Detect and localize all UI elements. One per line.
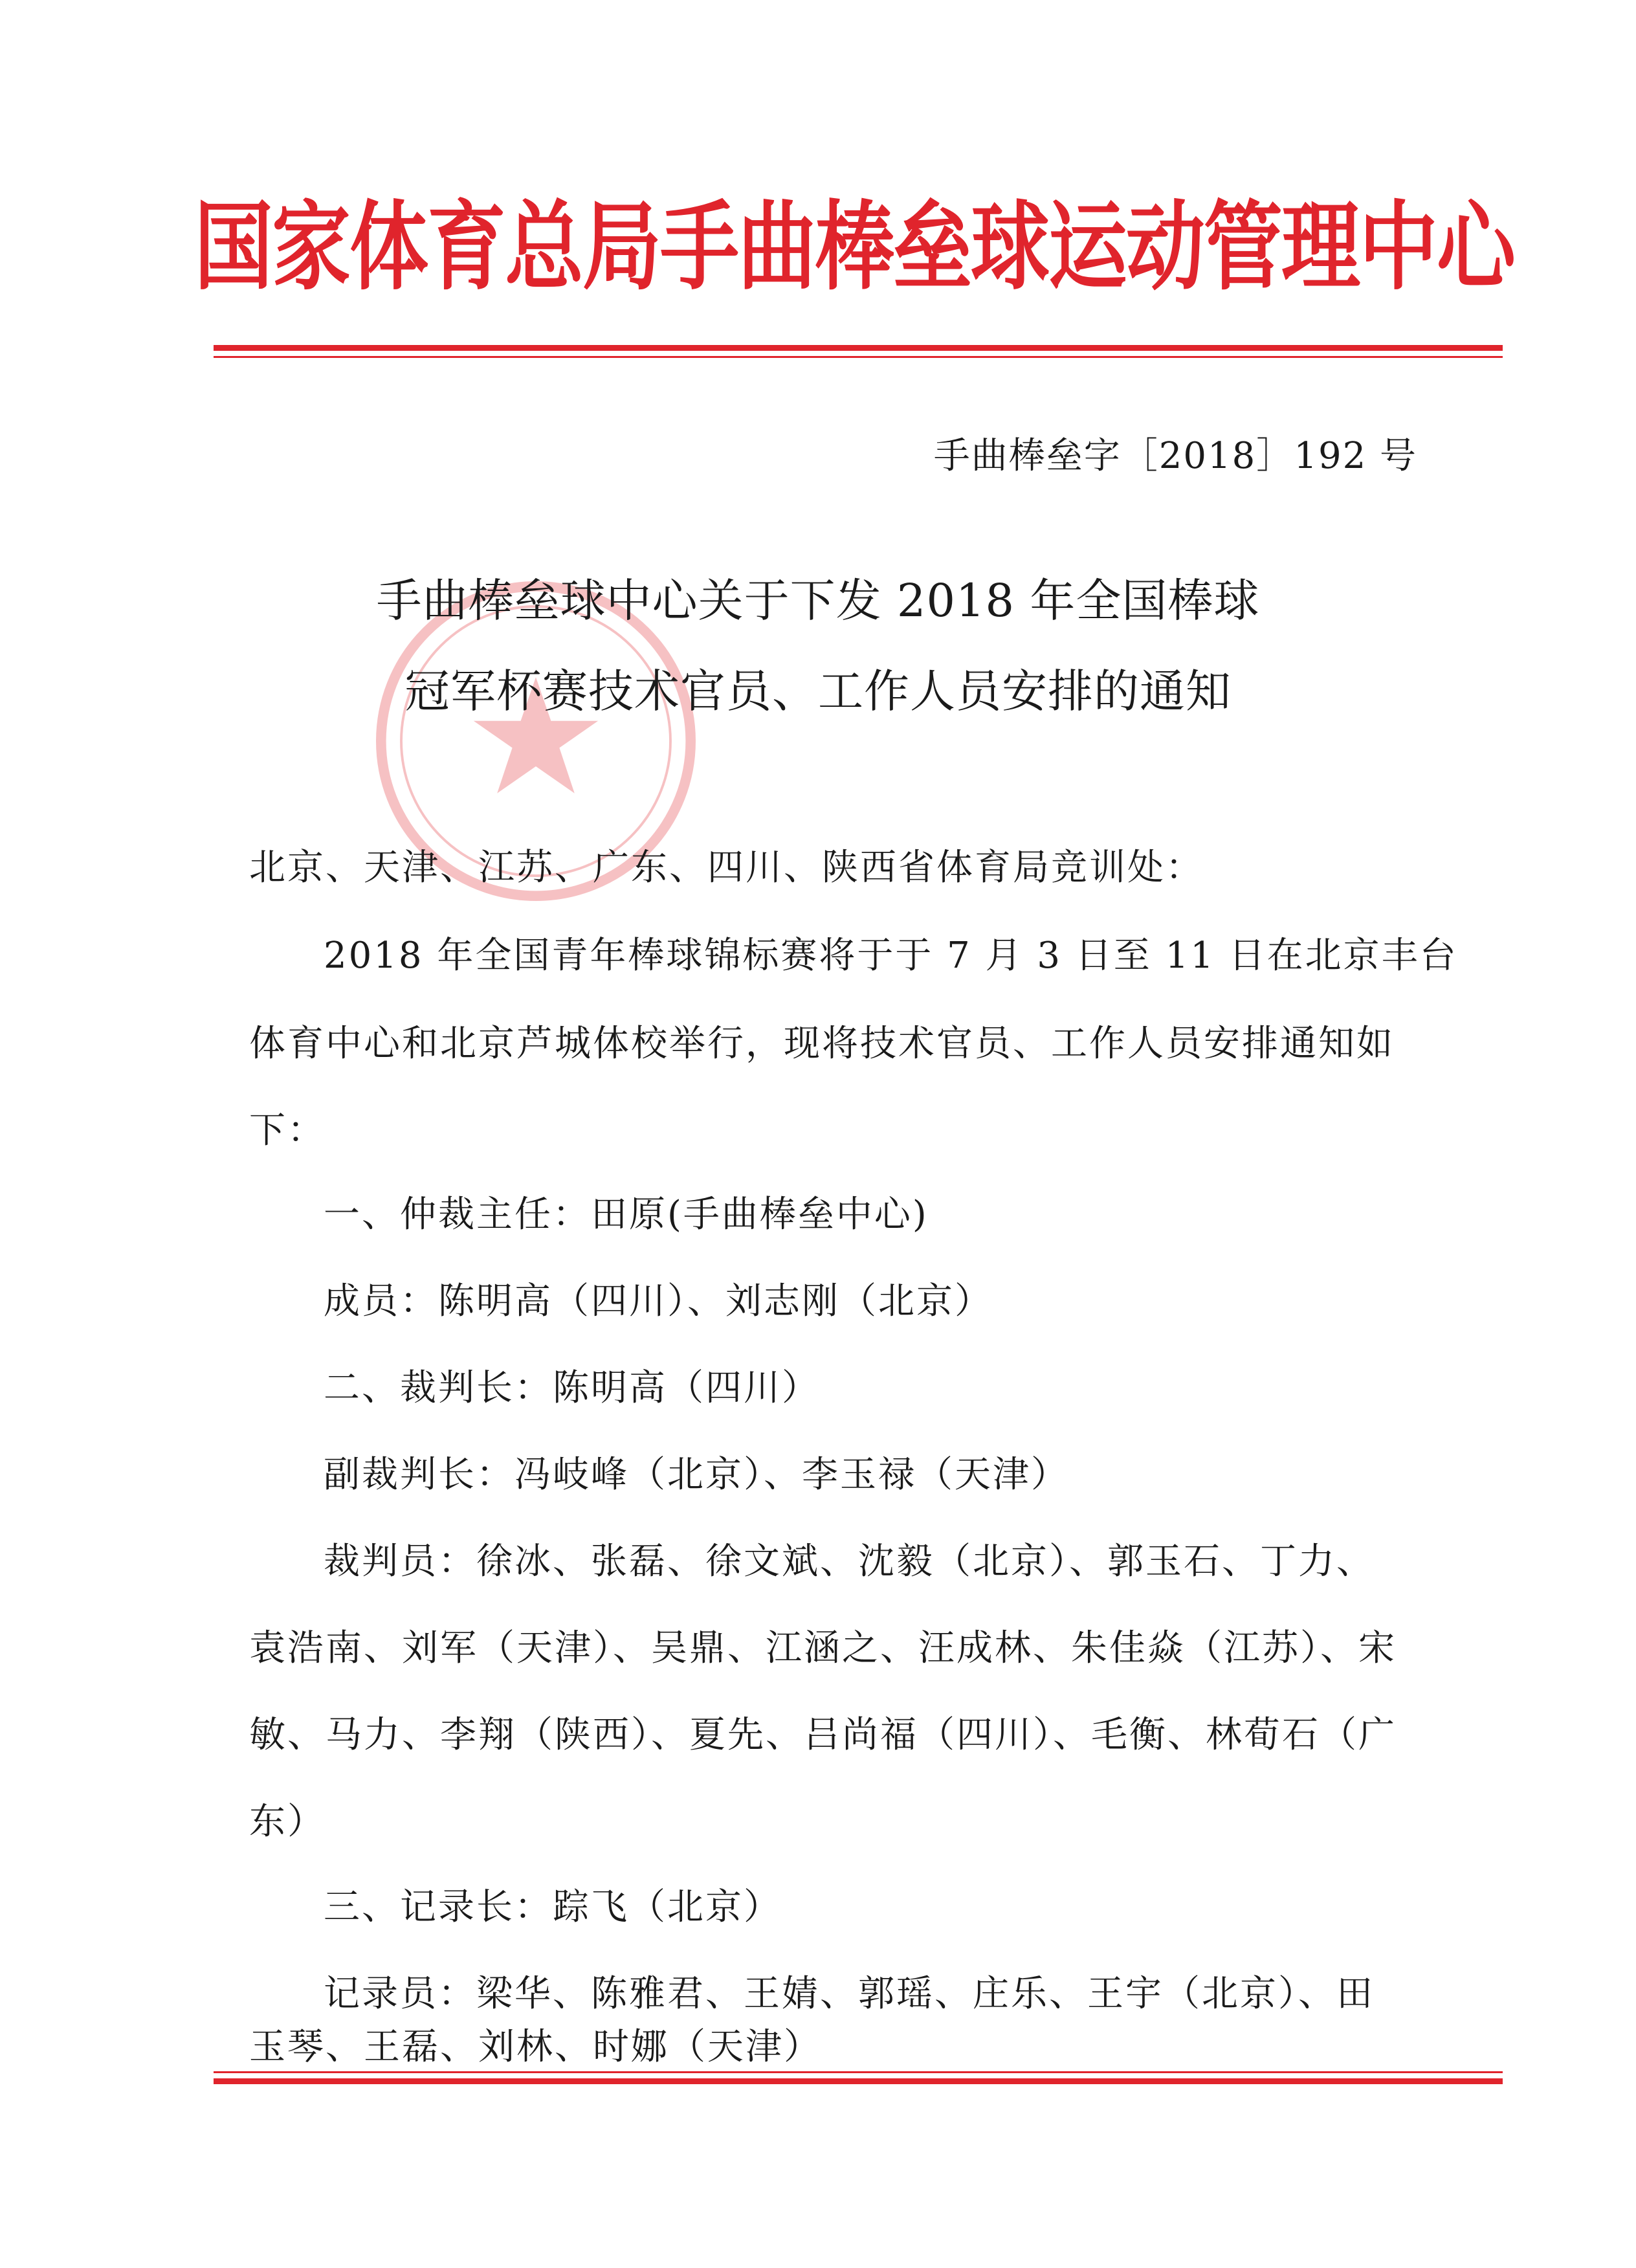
footer-rule-thick: [214, 2078, 1503, 2084]
document-number: 手曲棒垒字［2018］192 号: [933, 435, 1417, 477]
header-rule-thin: [214, 356, 1503, 358]
notice-title-line-1: 手曲棒垒球中心关于下发 2018 年全国棒球: [376, 574, 1260, 627]
referees-line-4: 东）: [249, 1801, 326, 1843]
referees-line-1: 裁判员：徐冰、张磊、徐文斌、沈毅（北京）、郭玉石、丁力、: [324, 1540, 1375, 1583]
header-double-rule: [214, 345, 1503, 358]
referees-line-2: 袁浩南、刘军（天津）、吴鼎、江涵之、汪成林、朱佳焱（江苏）、宋: [249, 1627, 1397, 1669]
intro-line-2: 体育中心和北京芦城体校举行，现将技术官员、工作人员安排通知如: [249, 1023, 1395, 1065]
notice-title-line-2: 冠军杯赛技术官员、工作人员安排的通知: [404, 665, 1232, 718]
recorders-line-2: 玉琴、王磊、刘林、时娜（天津）: [249, 2026, 822, 2068]
arbitration-director: 一、仲裁主任：田原(手曲棒垒中心): [324, 1194, 929, 1236]
chief-referee: 二、裁判长：陈明高（四川）: [324, 1367, 820, 1409]
chief-recorder: 三、记录长：踪飞（北京）: [324, 1886, 782, 1928]
footer-rule-thin: [214, 2071, 1503, 2073]
recipients-line: 北京、天津、江苏、广东、四川、陕西省体育局竞训处：: [249, 847, 1204, 889]
recorders-line-1: 记录员：梁华、陈雅君、王婧、郭瑶、庄乐、王宇（北京）、田: [324, 1973, 1375, 2015]
intro-line-1: 2018 年全国青年棒球锦标赛将于于 7 月 3 日至 11 日在北京丰台: [324, 935, 1458, 977]
referees-line-3: 敏、马力、李翔（陕西）、夏先、吕尚福（四川）、毛衡、林荀石（广: [249, 1714, 1397, 1756]
arbitration-members: 成员：陈明高（四川）、刘志刚（北京）: [324, 1280, 993, 1322]
header-rule-thick: [214, 345, 1503, 351]
deputy-chief-referees: 副裁判长：冯岐峰（北京）、李玉禄（天津）: [324, 1454, 1069, 1496]
masthead-organization: 国家体育总局手曲棒垒球运动管理中心: [194, 191, 1514, 304]
intro-line-3: 下：: [249, 1109, 326, 1151]
footer-double-rule: [214, 2071, 1503, 2084]
